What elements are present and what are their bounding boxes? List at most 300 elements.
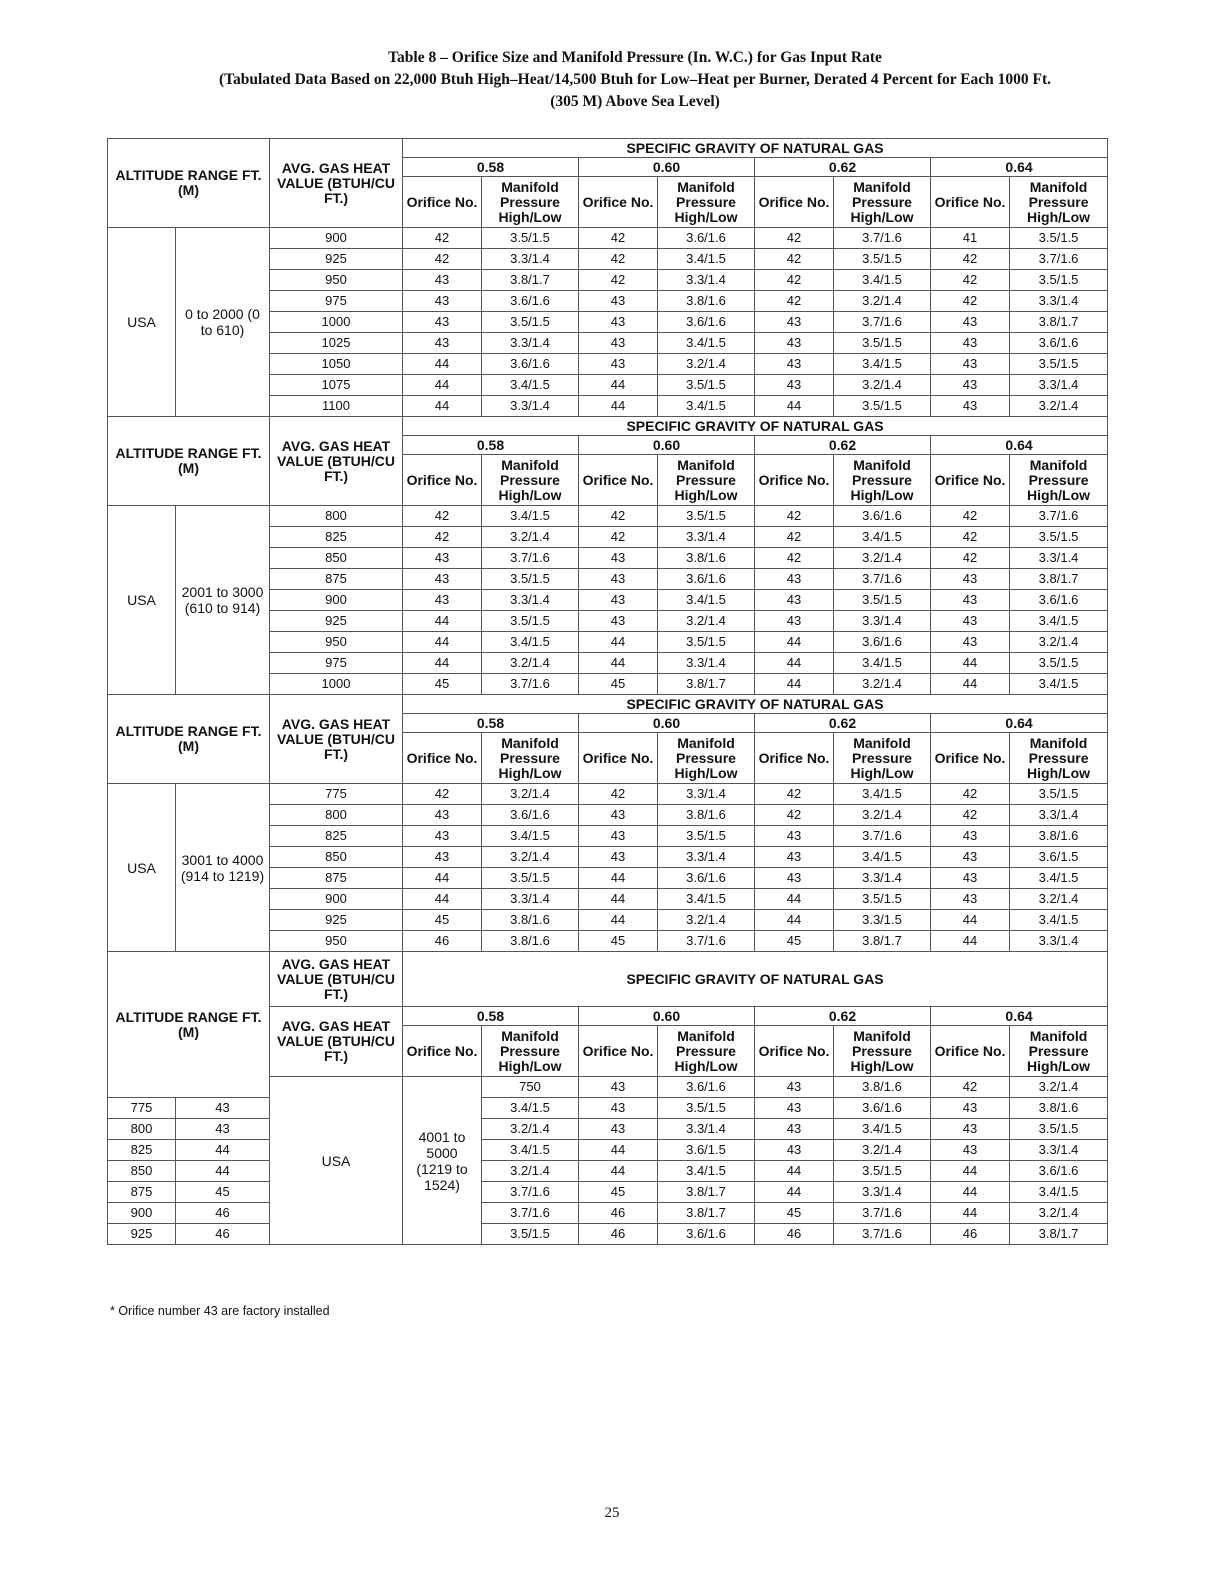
manifold-pressure-cell: 3.5/1.5 — [834, 396, 931, 417]
table-row — [108, 1203, 1108, 1224]
orifice-cell: 41 — [931, 228, 1010, 249]
orifice-cell: 44 — [403, 653, 482, 674]
orifice-cell: 44 — [579, 1140, 658, 1161]
orifice-cell: 43 — [755, 611, 834, 632]
orifice-cell: 43 — [403, 548, 482, 569]
orifice-cell: 43 — [755, 333, 834, 354]
orifice-cell: 42 — [579, 527, 658, 548]
orifice-cell: 42 — [579, 249, 658, 270]
manifold-pressure-cell: 3.8/1.6 — [1010, 1098, 1108, 1119]
orifice-cell: 44 — [176, 1161, 270, 1182]
orifice-cell: 42 — [403, 784, 482, 805]
orifice-cell: 42 — [579, 506, 658, 527]
table-row — [108, 1224, 1108, 1245]
manifold-pressure-cell: 3.6/1.6 — [658, 868, 755, 889]
orifice-cell: 42 — [755, 527, 834, 548]
orifice-cell: 44 — [755, 1161, 834, 1182]
manifold-pressure-cell: 3.3/1.4 — [482, 590, 579, 611]
orifice-cell: 44 — [403, 611, 482, 632]
heat-value-cell: 775 — [108, 1098, 176, 1119]
orifice-no-header: Orifice No. — [403, 455, 482, 506]
orifice-cell: 46 — [403, 931, 482, 952]
manifold-pressure-cell: 3.4/1.5 — [834, 270, 931, 291]
orifice-cell: 44 — [579, 868, 658, 889]
orifice-cell: 43 — [931, 868, 1010, 889]
manifold-pressure-cell: 3.5/1.5 — [1010, 354, 1108, 375]
orifice-cell: 44 — [931, 674, 1010, 695]
orifice-cell: 43 — [931, 632, 1010, 653]
manifold-pressure-cell: 3.8/1.7 — [658, 1182, 755, 1203]
manifold-pressure-cell: 3.7/1.6 — [658, 931, 755, 952]
heat-value-cell: 900 — [270, 590, 403, 611]
manifold-pressure-cell: 3.2/1.4 — [1010, 396, 1108, 417]
manifold-pressure-header: Manifold Pressure High/Low — [482, 177, 579, 228]
manifold-pressure-cell: 3.4/1.5 — [834, 784, 931, 805]
orifice-cell: 42 — [931, 249, 1010, 270]
orifice-cell: 43 — [579, 611, 658, 632]
heat-value-cell: 925 — [270, 910, 403, 931]
manifold-pressure-cell: 3.4/1.5 — [658, 396, 755, 417]
orifice-cell: 43 — [755, 569, 834, 590]
manifold-pressure-cell: 3.5/1.5 — [834, 333, 931, 354]
manifold-pressure-cell: 3.7/1.6 — [834, 1224, 931, 1245]
manifold-pressure-cell: 3.8/1.6 — [482, 931, 579, 952]
manifold-pressure-cell: 3.6/1.6 — [658, 228, 755, 249]
orifice-cell: 45 — [579, 674, 658, 695]
manifold-pressure-cell: 3.6/1.6 — [482, 805, 579, 826]
orifice-cell: 45 — [403, 910, 482, 931]
orifice-cell: 43 — [403, 826, 482, 847]
manifold-pressure-cell: 3.3/1.4 — [658, 847, 755, 868]
manifold-pressure-cell: 3.6/1.6 — [1010, 590, 1108, 611]
manifold-pressure-cell: 3.8/1.7 — [1010, 569, 1108, 590]
orifice-cell: 43 — [755, 312, 834, 333]
manifold-pressure-cell: 3.2/1.4 — [482, 847, 579, 868]
manifold-pressure-cell: 3.2/1.4 — [834, 548, 931, 569]
orifice-cell: 43 — [931, 333, 1010, 354]
manifold-pressure-cell: 3.4/1.5 — [658, 333, 755, 354]
manifold-pressure-cell: 3.7/1.6 — [834, 228, 931, 249]
orifice-cell: 44 — [579, 1161, 658, 1182]
orifice-cell: 43 — [579, 569, 658, 590]
heat-value-cell: 800 — [270, 506, 403, 527]
orifice-cell: 43 — [755, 847, 834, 868]
heat-value-cell: 825 — [108, 1140, 176, 1161]
manifold-pressure-cell: 3.7/1.6 — [834, 312, 931, 333]
manifold-pressure-cell: 3.4/1.5 — [482, 1140, 579, 1161]
avg-gas-header: AVG. GAS HEAT VALUE (BTUH/CU FT.) — [270, 695, 403, 784]
orifice-cell: 45 — [579, 1182, 658, 1203]
orifice-cell: 42 — [931, 784, 1010, 805]
orifice-cell: 43 — [755, 1119, 834, 1140]
manifold-pressure-cell: 3.2/1.4 — [1010, 1203, 1108, 1224]
manifold-pressure-header: Manifold Pressure High/Low — [482, 733, 579, 784]
orifice-cell: 43 — [931, 889, 1010, 910]
manifold-pressure-cell: 3.4/1.5 — [482, 1098, 579, 1119]
gravity-value-header: 0.60 — [579, 436, 755, 455]
manifold-pressure-cell: 3.6/1.6 — [834, 1098, 931, 1119]
heat-value-cell: 850 — [270, 847, 403, 868]
manifold-pressure-cell: 3.4/1.5 — [482, 826, 579, 847]
heat-value-cell: 875 — [108, 1182, 176, 1203]
manifold-pressure-cell: 3.6/1.6 — [482, 291, 579, 312]
orifice-cell: 44 — [931, 1161, 1010, 1182]
manifold-pressure-cell: 3.5/1.5 — [834, 249, 931, 270]
table-row — [108, 784, 1108, 805]
manifold-pressure-cell: 3.8/1.7 — [482, 270, 579, 291]
heat-value-cell: 1100 — [270, 396, 403, 417]
orifice-cell: 42 — [931, 548, 1010, 569]
orifice-no-header: Orifice No. — [931, 455, 1010, 506]
manifold-pressure-cell: 3.7/1.6 — [482, 674, 579, 695]
manifold-pressure-cell: 3.6/1.6 — [834, 506, 931, 527]
manifold-pressure-cell: 3.3/1.4 — [1010, 805, 1108, 826]
orifice-cell: 43 — [931, 1140, 1010, 1161]
orifice-cell: 42 — [931, 527, 1010, 548]
manifold-pressure-cell: 3.3/1.4 — [482, 333, 579, 354]
manifold-pressure-cell: 3.3/1.4 — [658, 1119, 755, 1140]
manifold-pressure-cell: 3.7/1.6 — [834, 826, 931, 847]
manifold-pressure-cell: 3.4/1.5 — [834, 653, 931, 674]
orifice-cell: 43 — [931, 569, 1010, 590]
manifold-pressure-cell: 3.3/1.5 — [834, 910, 931, 931]
orifice-cell: 43 — [579, 354, 658, 375]
manifold-pressure-header: Manifold Pressure High/Low — [834, 1026, 931, 1077]
heat-value-cell: 900 — [270, 228, 403, 249]
manifold-pressure-cell: 3.5/1.5 — [834, 1161, 931, 1182]
altitude-range-header: ALTITUDE RANGE FT. (M) — [108, 952, 270, 1098]
manifold-pressure-cell: 3.5/1.5 — [482, 1224, 579, 1245]
orifice-cell: 43 — [931, 1098, 1010, 1119]
header-row — [108, 952, 1108, 1007]
orifice-cell: 44 — [755, 674, 834, 695]
heat-value-cell: 900 — [108, 1203, 176, 1224]
orifice-cell: 44 — [755, 396, 834, 417]
orifice-cell: 44 — [403, 396, 482, 417]
orifice-cell: 43 — [403, 270, 482, 291]
manifold-pressure-cell: 3.4/1.5 — [1010, 868, 1108, 889]
manifold-pressure-cell: 3.3/1.4 — [1010, 548, 1108, 569]
orifice-cell: 44 — [931, 653, 1010, 674]
orifice-cell: 43 — [579, 291, 658, 312]
orifice-cell: 45 — [176, 1182, 270, 1203]
manifold-pressure-header: Manifold Pressure High/Low — [482, 455, 579, 506]
orifice-cell: 45 — [579, 931, 658, 952]
orifice-cell: 43 — [931, 396, 1010, 417]
orifice-cell: 43 — [579, 333, 658, 354]
orifice-cell: 43 — [403, 847, 482, 868]
manifold-pressure-cell: 3.4/1.5 — [482, 375, 579, 396]
gravity-value-header: 0.64 — [931, 158, 1108, 177]
orifice-cell: 43 — [403, 590, 482, 611]
orifice-cell: 43 — [755, 590, 834, 611]
manifold-pressure-cell: 3.4/1.5 — [482, 506, 579, 527]
manifold-pressure-cell: 3.3/1.4 — [1010, 931, 1108, 952]
orifice-cell: 45 — [403, 674, 482, 695]
country-cell: USA — [270, 1077, 403, 1245]
header-row — [108, 139, 1108, 158]
orifice-cell: 42 — [403, 249, 482, 270]
manifold-pressure-cell: 3.3/1.4 — [482, 889, 579, 910]
manifold-pressure-cell: 3.3/1.4 — [658, 653, 755, 674]
manifold-pressure-cell: 3.2/1.4 — [834, 1140, 931, 1161]
manifold-pressure-header: Manifold Pressure High/Low — [1010, 177, 1108, 228]
orifice-cell: 42 — [755, 784, 834, 805]
manifold-pressure-cell: 3.6/1.5 — [1010, 847, 1108, 868]
orifice-cell: 44 — [579, 653, 658, 674]
orifice-cell: 43 — [579, 590, 658, 611]
manifold-pressure-cell: 3.3/1.4 — [1010, 375, 1108, 396]
orifice-cell: 44 — [755, 632, 834, 653]
orifice-no-header: Orifice No. — [579, 733, 658, 784]
heat-value-cell: 850 — [270, 548, 403, 569]
orifice-cell: 42 — [755, 228, 834, 249]
orifice-cell: 42 — [755, 291, 834, 312]
manifold-pressure-cell: 3.6/1.6 — [658, 1077, 755, 1098]
heat-value-cell: 875 — [270, 868, 403, 889]
heat-value-cell: 950 — [270, 632, 403, 653]
manifold-pressure-cell: 3.2/1.4 — [482, 1119, 579, 1140]
orifice-cell: 46 — [755, 1224, 834, 1245]
altitude-range-header: ALTITUDE RANGE FT. (M) — [108, 417, 270, 506]
orifice-cell: 42 — [403, 527, 482, 548]
gravity-value-header: 0.58 — [403, 1007, 579, 1026]
gravity-value-header: 0.64 — [931, 714, 1108, 733]
avg-gas-header: AVG. GAS HEAT VALUE (BTUH/CU FT.) — [270, 139, 403, 228]
orifice-no-header: Orifice No. — [755, 733, 834, 784]
orifice-cell: 44 — [579, 910, 658, 931]
manifold-pressure-cell: 3.3/1.4 — [1010, 1140, 1108, 1161]
manifold-pressure-cell: 3.5/1.5 — [834, 889, 931, 910]
heat-value-cell: 925 — [270, 249, 403, 270]
table-row — [108, 1098, 1108, 1119]
manifold-pressure-cell: 3.6/1.5 — [658, 1140, 755, 1161]
gravity-value-header: 0.64 — [931, 436, 1108, 455]
manifold-pressure-header: Manifold Pressure High/Low — [658, 455, 755, 506]
manifold-pressure-cell: 3.7/1.6 — [834, 1203, 931, 1224]
orifice-cell: 43 — [755, 826, 834, 847]
orifice-cell: 43 — [579, 548, 658, 569]
manifold-pressure-cell: 3.7/1.6 — [1010, 249, 1108, 270]
manifold-pressure-cell: 3.6/1.6 — [1010, 333, 1108, 354]
orifice-no-header: Orifice No. — [755, 455, 834, 506]
heat-value-cell: 975 — [270, 291, 403, 312]
orifice-cell: 44 — [403, 354, 482, 375]
orifice-cell: 44 — [579, 889, 658, 910]
country-cell: USA — [108, 784, 176, 952]
manifold-pressure-cell: 3.6/1.6 — [482, 354, 579, 375]
orifice-cell: 44 — [931, 1203, 1010, 1224]
heat-value-cell: 950 — [270, 931, 403, 952]
manifold-pressure-cell: 3.3/1.4 — [1010, 291, 1108, 312]
manifold-pressure-header: Manifold Pressure High/Low — [834, 177, 931, 228]
manifold-pressure-cell: 3.4/1.5 — [834, 1119, 931, 1140]
manifold-pressure-cell: 3.5/1.5 — [658, 826, 755, 847]
orifice-cell: 43 — [403, 805, 482, 826]
manifold-pressure-header: Manifold Pressure High/Low — [658, 1026, 755, 1077]
orifice-no-header: Orifice No. — [403, 733, 482, 784]
manifold-pressure-cell: 3.4/1.5 — [658, 249, 755, 270]
table-row — [108, 1140, 1108, 1161]
orifice-cell: 43 — [931, 375, 1010, 396]
table-row — [108, 506, 1108, 527]
country-cell: USA — [108, 506, 176, 695]
manifold-pressure-cell: 3.4/1.5 — [834, 354, 931, 375]
orifice-cell: 44 — [755, 1182, 834, 1203]
manifold-pressure-cell: 3.3/1.4 — [482, 249, 579, 270]
orifice-cell: 42 — [931, 1077, 1010, 1098]
heat-value-cell: 1025 — [270, 333, 403, 354]
gravity-value-header: 0.60 — [579, 1007, 755, 1026]
orifice-cell: 44 — [755, 889, 834, 910]
manifold-pressure-cell: 3.6/1.6 — [658, 1224, 755, 1245]
orifice-cell: 44 — [403, 632, 482, 653]
avg-gas-header: AVG. GAS HEAT VALUE (BTUH/CU FT.) — [270, 1007, 403, 1077]
gravity-value-header: 0.62 — [755, 158, 931, 177]
page-number: 25 — [604, 1505, 620, 1521]
orifice-cell: 43 — [755, 375, 834, 396]
orifice-no-header: Orifice No. — [931, 1026, 1010, 1077]
orifice-cell: 44 — [755, 653, 834, 674]
manifold-pressure-cell: 3.5/1.5 — [1010, 228, 1108, 249]
orifice-cell: 44 — [579, 632, 658, 653]
orifice-no-header: Orifice No. — [755, 177, 834, 228]
manifold-pressure-cell: 3.8/1.7 — [1010, 1224, 1108, 1245]
manifold-pressure-cell: 3.3/1.4 — [834, 868, 931, 889]
manifold-pressure-header: Manifold Pressure High/Low — [834, 733, 931, 784]
manifold-pressure-cell: 3.6/1.6 — [658, 312, 755, 333]
manifold-pressure-header: Manifold Pressure High/Low — [658, 177, 755, 228]
manifold-pressure-cell: 3.2/1.4 — [1010, 889, 1108, 910]
manifold-pressure-cell: 3.3/1.4 — [658, 270, 755, 291]
orifice-cell: 43 — [755, 354, 834, 375]
orifice-cell: 43 — [931, 1119, 1010, 1140]
heat-value-cell: 750 — [482, 1077, 579, 1098]
orifice-cell: 42 — [931, 805, 1010, 826]
orifice-cell: 42 — [931, 270, 1010, 291]
specific-gravity-header: SPECIFIC GRAVITY OF NATURAL GAS — [403, 139, 1108, 158]
manifold-pressure-header: Manifold Pressure High/Low — [1010, 455, 1108, 506]
orifice-cell: 43 — [579, 1098, 658, 1119]
manifold-pressure-cell: 3.8/1.7 — [658, 674, 755, 695]
orifice-cell: 43 — [931, 312, 1010, 333]
manifold-pressure-cell: 3.5/1.5 — [658, 1098, 755, 1119]
orifice-cell: 43 — [579, 805, 658, 826]
country-cell: USA — [108, 228, 176, 417]
orifice-no-header: Orifice No. — [931, 733, 1010, 784]
manifold-pressure-cell: 3.2/1.4 — [482, 653, 579, 674]
manifold-pressure-cell: 3.5/1.5 — [482, 228, 579, 249]
manifold-pressure-cell: 3.6/1.6 — [1010, 1161, 1108, 1182]
table-subtitle-cont: (305 M) Above Sea Level) — [550, 93, 720, 110]
orifice-cell: 46 — [579, 1203, 658, 1224]
heat-value-cell: 800 — [270, 805, 403, 826]
manifold-pressure-cell: 3.7/1.6 — [482, 1182, 579, 1203]
header-row — [108, 417, 1108, 436]
orifice-cell: 43 — [579, 1119, 658, 1140]
orifice-cell: 42 — [579, 228, 658, 249]
manifold-pressure-cell: 3.2/1.4 — [482, 784, 579, 805]
manifold-pressure-cell: 3.4/1.5 — [658, 889, 755, 910]
manifold-pressure-cell: 3.4/1.5 — [658, 590, 755, 611]
manifold-pressure-cell: 3.2/1.4 — [658, 611, 755, 632]
orifice-cell: 44 — [579, 396, 658, 417]
manifold-pressure-cell: 3.8/1.6 — [658, 805, 755, 826]
manifold-pressure-cell: 3.3/1.4 — [834, 611, 931, 632]
orifice-pressure-table — [107, 138, 1108, 1245]
manifold-pressure-cell: 3.3/1.4 — [658, 527, 755, 548]
manifold-pressure-cell: 3.5/1.5 — [482, 312, 579, 333]
avg-gas-header: AVG. GAS HEAT VALUE (BTUH/CU FT.) — [270, 417, 403, 506]
orifice-cell: 43 — [579, 312, 658, 333]
orifice-cell: 44 — [755, 910, 834, 931]
heat-value-cell: 925 — [270, 611, 403, 632]
manifold-pressure-cell: 3.5/1.5 — [482, 569, 579, 590]
orifice-cell: 43 — [931, 826, 1010, 847]
orifice-cell: 42 — [755, 548, 834, 569]
altitude-range-cell: 4001 to 5000 (1219 to 1524) — [403, 1077, 482, 1245]
heat-value-cell: 900 — [270, 889, 403, 910]
heat-value-cell: 975 — [270, 653, 403, 674]
avg-gas-header: AVG. GAS HEAT VALUE (BTUH/CU FT.) — [270, 952, 403, 1007]
footnote: * Orifice number 43 are factory installed — [110, 1304, 330, 1318]
gravity-value-header: 0.62 — [755, 436, 931, 455]
orifice-cell: 42 — [579, 270, 658, 291]
orifice-cell: 42 — [755, 270, 834, 291]
table-row — [108, 1161, 1108, 1182]
manifold-pressure-cell: 3.5/1.5 — [482, 611, 579, 632]
table-row — [108, 1182, 1108, 1203]
heat-value-cell: 1050 — [270, 354, 403, 375]
altitude-range-header: ALTITUDE RANGE FT. (M) — [108, 695, 270, 784]
manifold-pressure-cell: 3.4/1.5 — [1010, 910, 1108, 931]
orifice-cell: 44 — [931, 1182, 1010, 1203]
orifice-cell: 42 — [931, 506, 1010, 527]
manifold-pressure-cell: 3.5/1.5 — [1010, 527, 1108, 548]
manifold-pressure-cell: 3.3/1.4 — [658, 784, 755, 805]
manifold-pressure-cell: 3.5/1.5 — [834, 590, 931, 611]
manifold-pressure-cell: 3.6/1.6 — [658, 569, 755, 590]
manifold-pressure-cell: 3.4/1.5 — [1010, 611, 1108, 632]
orifice-cell: 43 — [176, 1119, 270, 1140]
orifice-cell: 43 — [755, 868, 834, 889]
orifice-cell: 43 — [403, 569, 482, 590]
orifice-cell: 43 — [176, 1098, 270, 1119]
orifice-cell: 44 — [403, 868, 482, 889]
manifold-pressure-header: Manifold Pressure High/Low — [482, 1026, 579, 1077]
manifold-pressure-header: Manifold Pressure High/Low — [658, 733, 755, 784]
manifold-pressure-cell: 3.4/1.5 — [1010, 674, 1108, 695]
orifice-cell: 45 — [755, 1203, 834, 1224]
altitude-range-cell: 0 to 2000 (0 to 610) — [176, 228, 270, 417]
manifold-pressure-cell: 3.2/1.4 — [834, 674, 931, 695]
orifice-cell: 44 — [403, 375, 482, 396]
manifold-pressure-cell: 3.2/1.4 — [834, 805, 931, 826]
orifice-cell: 44 — [931, 910, 1010, 931]
manifold-pressure-cell: 3.7/1.6 — [834, 569, 931, 590]
gravity-value-header: 0.64 — [931, 1007, 1108, 1026]
manifold-pressure-cell: 3.8/1.6 — [482, 910, 579, 931]
orifice-cell: 46 — [579, 1224, 658, 1245]
orifice-cell: 42 — [755, 249, 834, 270]
orifice-cell: 42 — [579, 784, 658, 805]
orifice-cell: 42 — [755, 506, 834, 527]
orifice-cell: 43 — [403, 312, 482, 333]
heat-value-cell: 800 — [108, 1119, 176, 1140]
gravity-value-header: 0.62 — [755, 1007, 931, 1026]
table-row — [108, 228, 1108, 249]
heat-value-cell: 950 — [270, 270, 403, 291]
